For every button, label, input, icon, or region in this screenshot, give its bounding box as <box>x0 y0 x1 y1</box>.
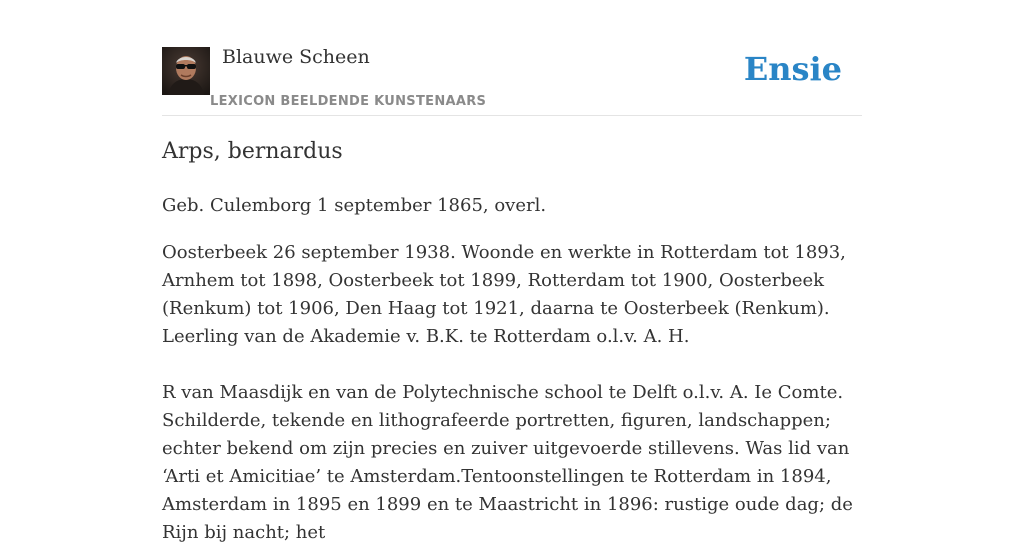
article-paragraph-2: Oosterbeek 26 september 1938. Woonde en werkte in Rotterdam tot 1893, Arnhem tot 1898, Oosterbeek tot 1899, Rotterdam tot 1900, Oosterbeek (Renkum) tot 1906, Den Haag tot 1921, daarna te Oosterbeek (Renkum). Leerling van de Akademie v. B.K. te Rotterdam o.l.v. A. H. <box>162 242 846 347</box>
category-label[interactable]: LEXICON BEELDENDE KUNSTENAARS <box>210 94 487 109</box>
author-name[interactable]: Blauwe Scheen <box>222 46 370 68</box>
author-avatar[interactable] <box>162 47 210 95</box>
article-paragraph-3: R van Maasdijk en van de Polytechnische school te Delft o.l.v. A. Ie Comte. Schilderde, tekende en lithografeerde portretten, figuren, landschappen; echter bekend om zijn precies en zuiver uitgevoerde stillevens. Was lid van ‘Arti et Amicitiae’ te Amsterdam.Tentoonstellingen te Rotterdam in 1894, Amsterdam in 1895 en 1899 en te Maastricht in 1896: rustige oude dag; de Rijn bij nacht; het <box>162 382 853 543</box>
avatar-photo <box>162 47 210 95</box>
brand-logo[interactable]: Ensie <box>743 50 842 88</box>
article-title: Arps, bernardus <box>162 139 343 164</box>
article-paragraph-1: Geb. Culemborg 1 september 1865, overl. <box>162 195 547 216</box>
article-header <box>162 44 862 116</box>
